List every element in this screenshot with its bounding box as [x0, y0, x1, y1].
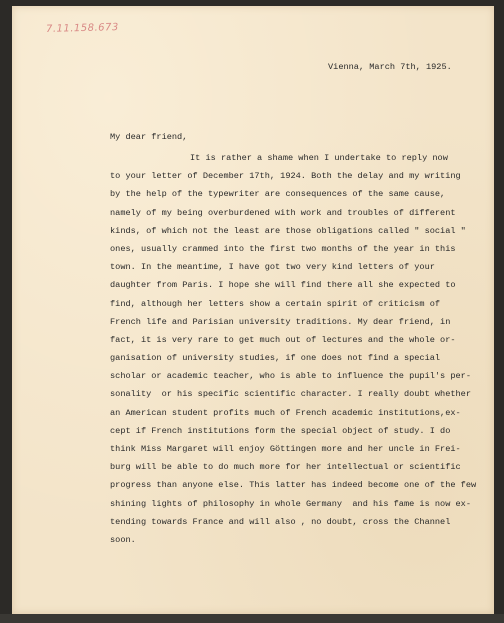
body-line: tending towards France and will also , no doubt, cross the Channel — [110, 516, 451, 527]
body-line: find, although her letters show a certain spirit of criticism of — [110, 298, 441, 309]
body-line: cept if French institutions form the special object of study. I do — [110, 425, 451, 436]
body-line: think Miss Margaret will enjoy Göttingen more and her uncle in Frei- — [110, 444, 461, 454]
body-line: fact, it is very rare to get much out of lectures and the whole or- — [110, 334, 456, 345]
body-line: by the help of the typewriter are consequences of the same cause, — [110, 189, 446, 200]
body-line: shining lights of philosophy in whole Germany and his fame is now ex- — [110, 498, 471, 509]
body-line: soon. — [110, 534, 136, 545]
body-line: town. In the meantime, I have got two very kind letters of your — [110, 262, 435, 273]
body-line: French life and Parisian university traditions. My dear friend, in — [110, 316, 451, 327]
body-line: progress than anyone else. This latter has indeed become one of the few — [110, 480, 477, 491]
body-line: namely of my being overburdened with work and troubles of different — [110, 207, 456, 218]
letter-sheet — [12, 6, 494, 614]
archive-reference-mark: 7.11.158.673 — [45, 22, 119, 35]
date-line: Vienna, March 7th, 1925. — [328, 62, 452, 72]
salutation: My dear friend, — [110, 132, 188, 142]
body-line: sonality or his specific scientific character. I really doubt whether — [110, 389, 471, 400]
body-line: scholar or academic teacher, who is able to influence the pupil's per- — [110, 371, 471, 382]
scan-background-strip — [0, 614, 504, 623]
body-line: ones, usually crammed into the first two months of the year in this — [110, 243, 456, 254]
body-line: an American student profits much of French academic institutions,ex- — [110, 407, 461, 418]
body-line: kinds, of which not the least are those obligations called " social " — [110, 225, 466, 236]
body-line: daughter from Paris. I hope she will find there all she expected to — [110, 280, 456, 291]
body-line: burg will be able to do much more for her intellectual or scientific — [110, 462, 461, 473]
body-line: ganisation of university studies, if one does not find a special — [110, 353, 441, 364]
body-line: It is rather a shame when I undertake to reply now — [190, 153, 448, 163]
letter-body — [110, 149, 476, 549]
body-line: to your letter of December 17th, 1924. Both the delay and my writing — [110, 171, 461, 182]
